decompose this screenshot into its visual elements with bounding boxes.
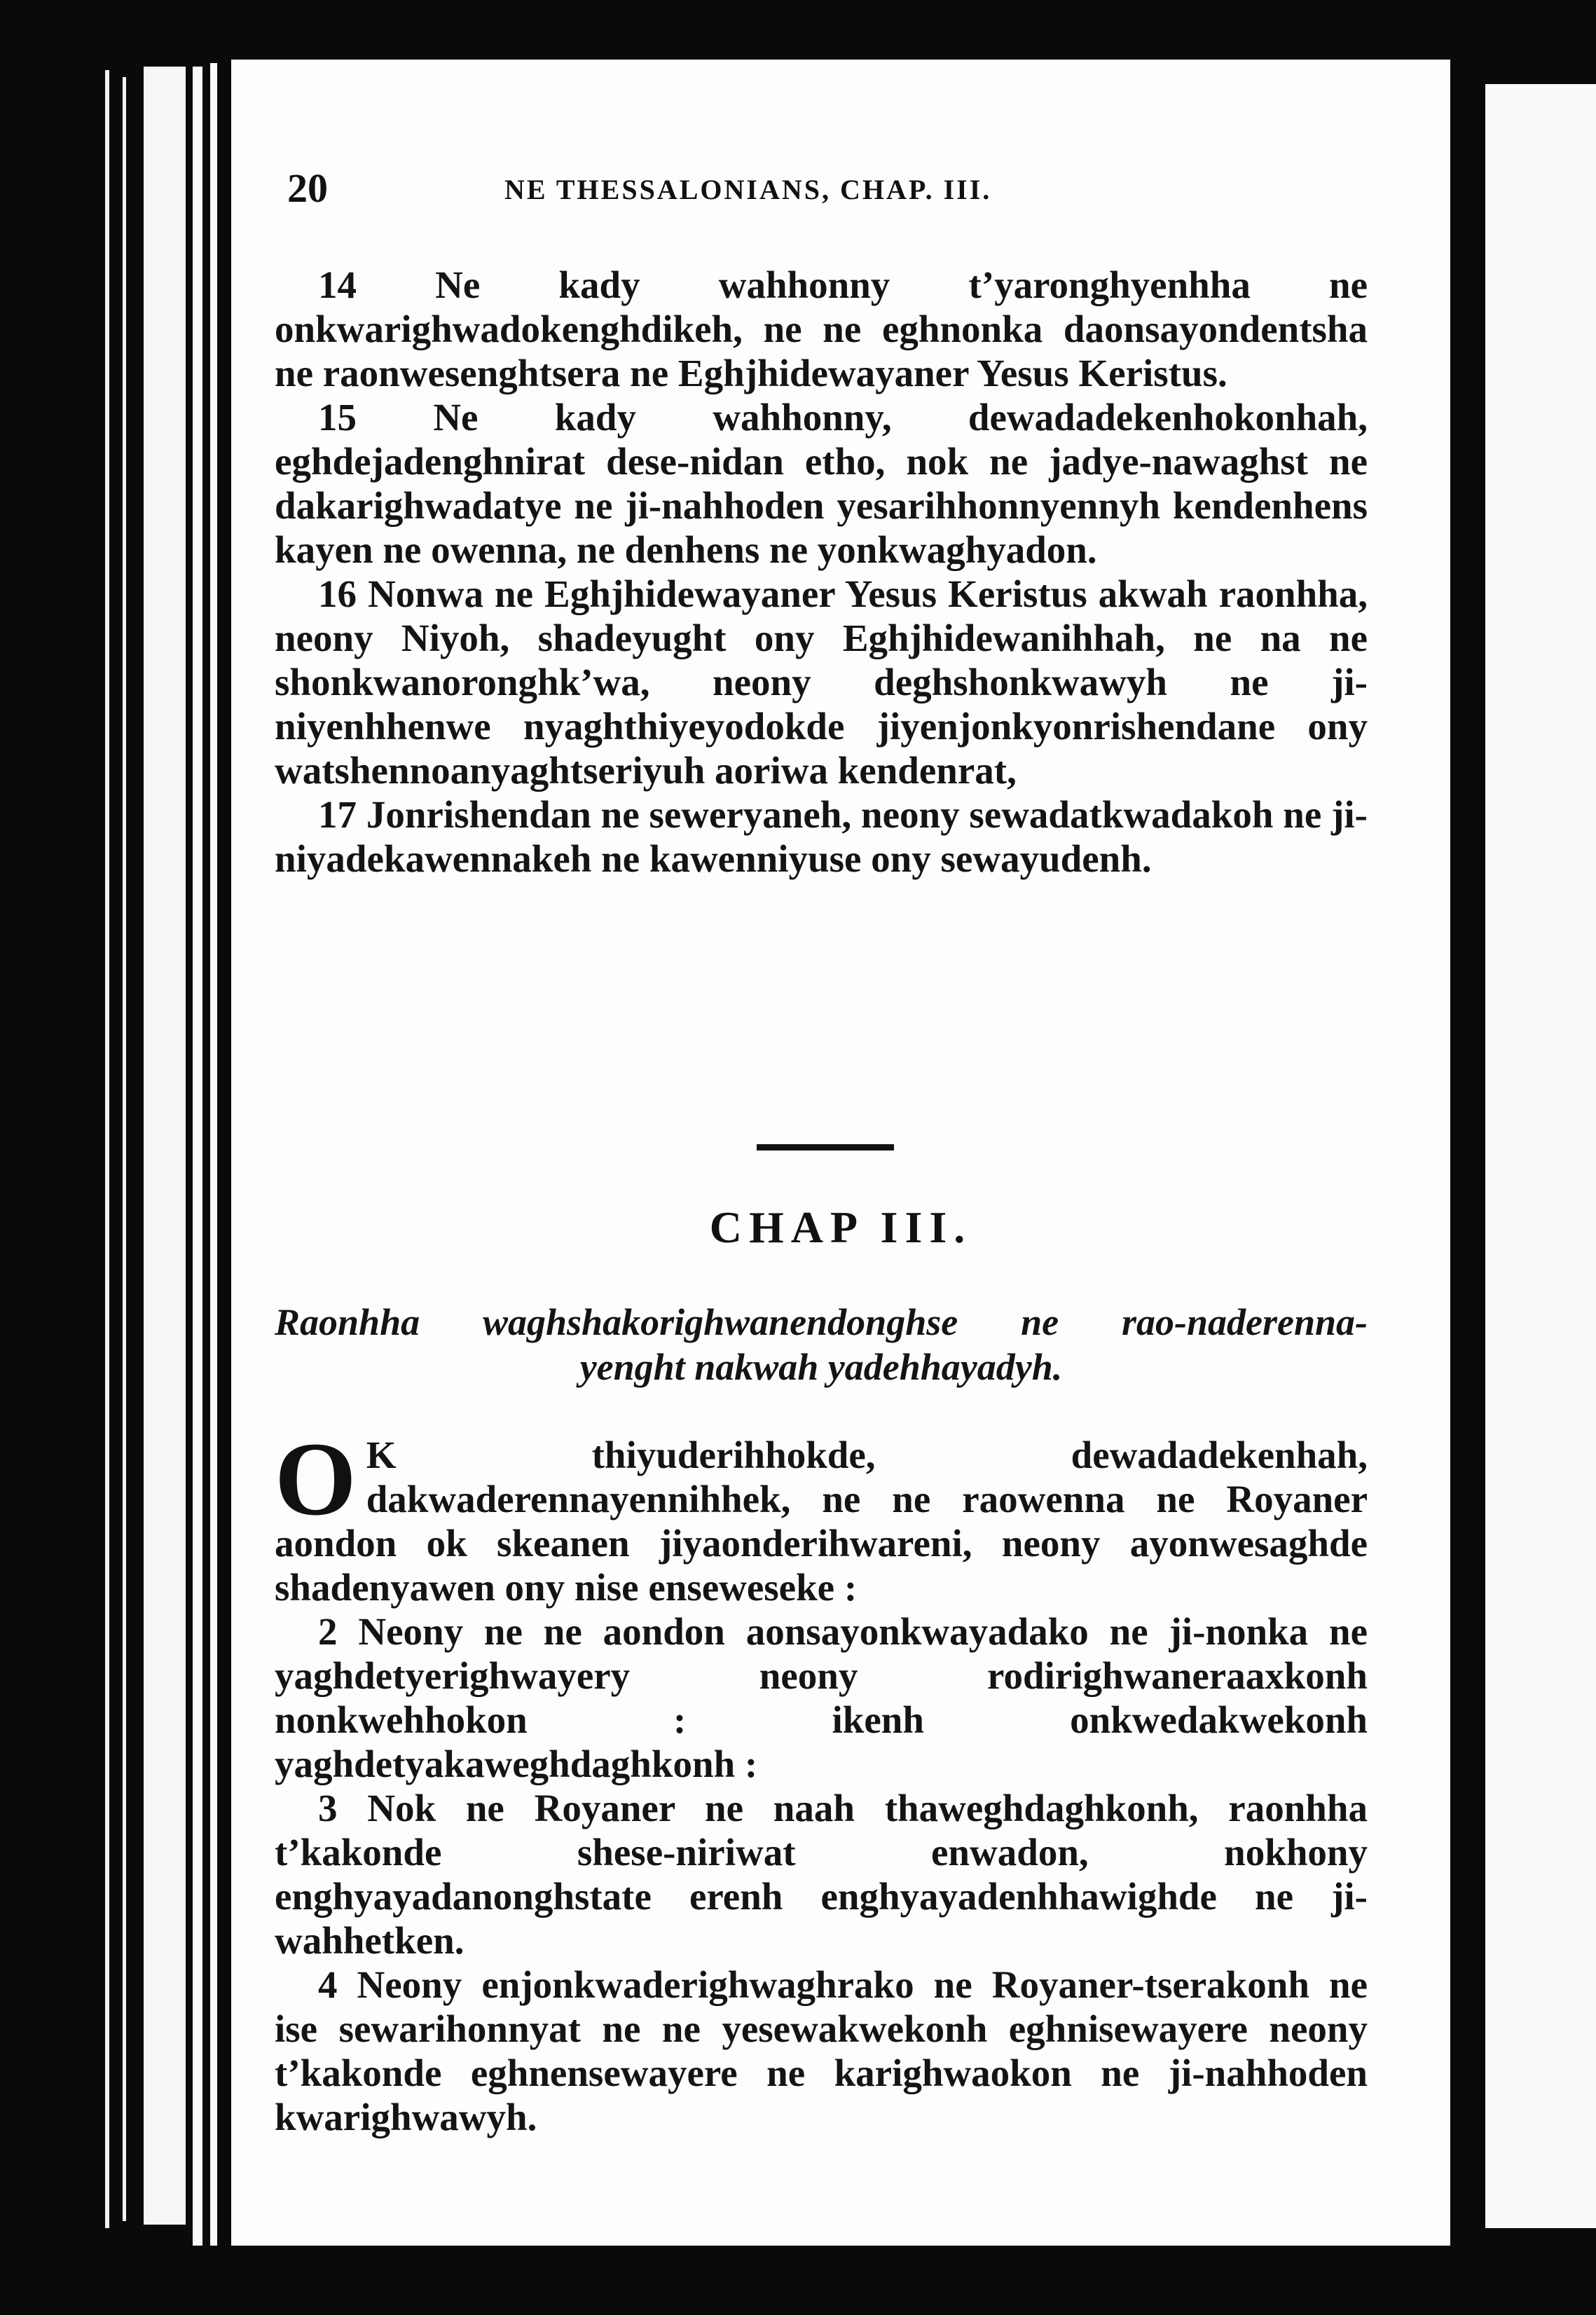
- book-edge: [210, 63, 217, 2246]
- book-edge: [193, 67, 202, 2246]
- book-edge: [144, 67, 186, 2225]
- verse-15: 15 Ne kady wahhonny, dewadadekenhokonhah, eghdejadenghnirat dese-nidan etho, nok ne jadye-nawaghst ne dakarighwadatye ne ji-nahhoden yesarihhonnyennyh kendenhens kayen ne owenna, ne denhens ne yonkwaghyadon.: [275, 396, 1368, 571]
- verse-1: [275, 1421, 1368, 1609]
- verses-top: [275, 263, 1368, 881]
- chapter-summary: [275, 1300, 1368, 1389]
- verse-14: 14 Ne kady wahhonny t’yaronghyenhha ne onkwarighwadokenghdikeh, ne ne eghnonka daonsayondentsha ne raonwesenghtsera ne Eghjhidewayaner Yesus Keristus.: [275, 263, 1368, 394]
- book-edge: [123, 77, 126, 2221]
- verse-1-text: K thiyuderihhokde, dewadadekenhah, dakwaderennayennihhek, ne ne raowenna ne Royaner aondon ok skeanen jiyaonderihwareni, neony ayonwesaghde shadenyawen ony nise enseweseke :: [275, 1434, 1368, 1609]
- section-divider: [757, 1144, 894, 1150]
- running-head: NE THESSALONIANS, CHAP. III.: [504, 174, 992, 205]
- page-header: [287, 165, 1338, 221]
- verse-3: 3 Nok ne Royaner ne naah thaweghdaghkonh, raonhha t’kakonde shese-niriwat enwadon, nokhony enghyayadanonghstate erenh enghyayadenhhawighde ne ji-wahhetken.: [275, 1787, 1368, 1962]
- chapter-heading: CHAP III.: [709, 1202, 972, 1252]
- verse-16: 16 Nonwa ne Eghjhidewayaner Yesus Keristus akwah raonhha, neony Niyoh, shadeyught ony Eghjhidewanihhah, ne na ne shonkwanoronghk’wa, neony deghshonkwawyh ne ji-niyenhhenwe nyaghthiyeyodokde jiyenjonkyonrishendane ony watshennoanyaghtseriyuh aoriwa kendenrat,: [275, 572, 1368, 792]
- drop-cap: O: [275, 1421, 357, 1537]
- verse-17: 17 Jonrishendan ne seweryaneh, neony sewadatkwadakoh ne ji-niyadekawennakeh ne kawenniyuse ony sewayudenh.: [275, 793, 1368, 880]
- verse-4: 4 Neony enjonkwaderighwaghrako ne Royaner-tserakonh ne ise sewarihonnyat ne ne yesewakwekonh eghnisewayere neony t’kakonde eghnensewayere ne karighwaokon ne ji-nahhoden kwarighwawyh.: [275, 1963, 1368, 2138]
- chapter-summary-line-1: Raonhha waghshakorighwanendonghse ne rao-naderenna-: [275, 1301, 1368, 1343]
- facing-page-sliver: [1485, 84, 1596, 2228]
- verse-2: 2 Neony ne ne aondon aonsayonkwayadako ne ji-nonka ne yaghdetyerighwayery neony rodirighwaneraaxkonh nonkwehhokon : ikenh onkwedakwekonh yaghdetyakaweghdaghkonh :: [275, 1610, 1368, 1785]
- verses-bottom: [275, 1421, 1368, 2139]
- page-number: 20: [287, 165, 328, 211]
- chapter-summary-line-2: yenght nakwah yadehhayadyh.: [579, 1346, 1063, 1388]
- book-page: [231, 60, 1450, 2246]
- book-edge: [105, 70, 109, 2228]
